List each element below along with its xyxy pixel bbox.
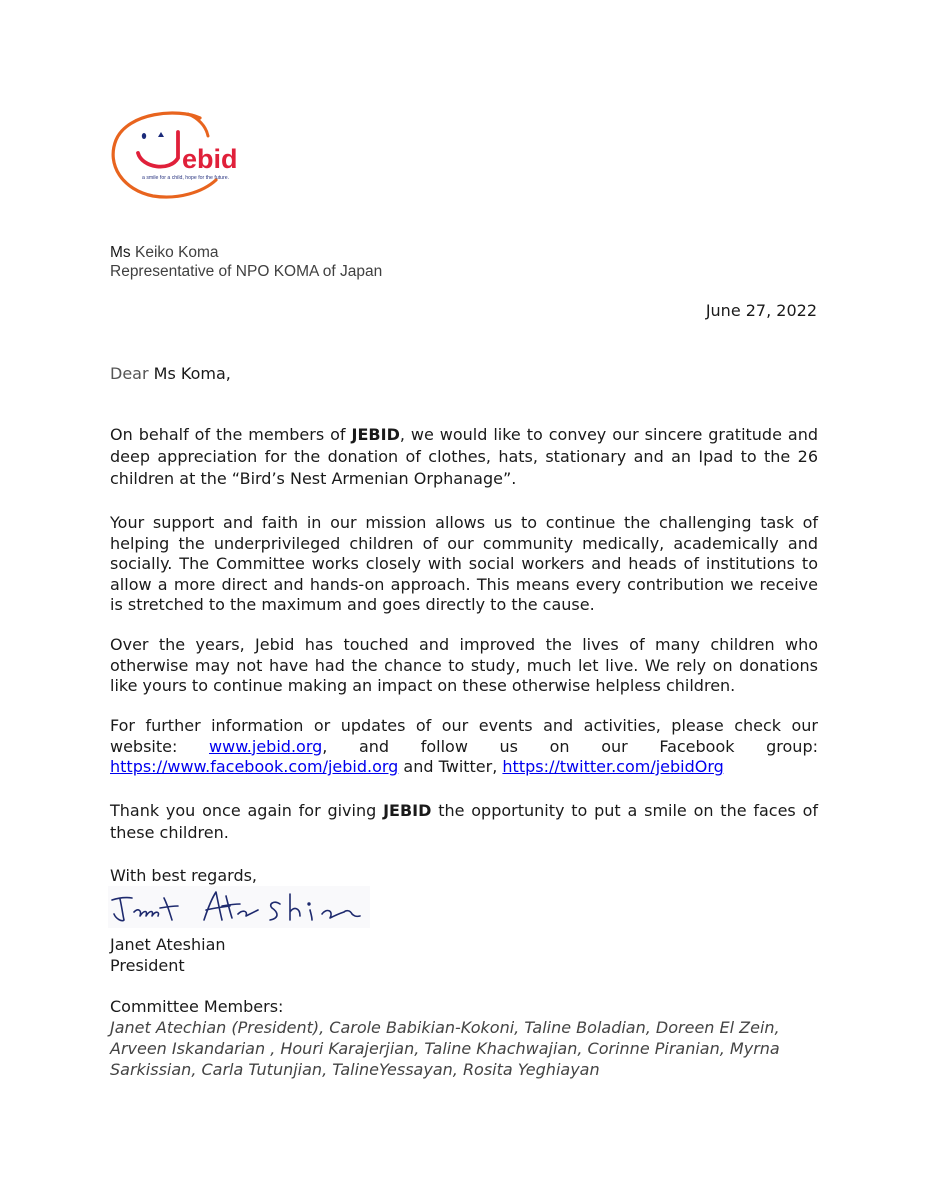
greeting	[110, 364, 231, 384]
p5-org-name: JEBID	[383, 801, 432, 820]
paragraph-thanks	[110, 800, 818, 844]
greeting-dear: Dear	[110, 364, 149, 383]
p1-org-name: JEBID	[351, 425, 400, 444]
committee-heading: Committee Members:	[110, 997, 284, 1016]
twitter-link[interactable]: https://twitter.com/jebidOrg	[502, 757, 724, 776]
jebid-logo	[108, 110, 268, 200]
committee-members: Janet Atechian (President), Carole Babikian-Kokoni, Taline Boladian, Doreen El Zein, Arveen Iskandarian , Houri Karajerjian, Taline Khachwajian, Corinne Piranian, Myrna Sarkissian, Carla Tutunjian, TalineYessayan, Rosita Yeghiayan	[110, 1018, 780, 1079]
closing-regards: With best regards,	[110, 866, 258, 885]
p1-text-after: , we would like to convey our sincere gratitude and deep appreciation for the donation of clothes, hats, stationary and an Ipad to the 26 children at the “Bird’s Nest Armenian Orphanage”.	[110, 425, 818, 488]
website-link[interactable]: www.jebid.org	[209, 736, 323, 756]
p5-text-before: Thank you once again for giving	[110, 801, 384, 820]
signature-image	[108, 886, 370, 928]
recipient-name-line	[110, 243, 382, 262]
p4-and-twitter: and Twitter,	[398, 757, 503, 776]
paragraph-gratitude	[110, 424, 818, 490]
svg-text:ebid: ebid	[182, 144, 238, 174]
p5-text-after: the opportunity to put a smile on the faces of these children.	[110, 801, 818, 842]
recipient-block	[110, 243, 382, 281]
signer-title: President	[110, 956, 185, 975]
paragraph-impact: Over the years, Jebid has touched and improved the lives of many children who otherwise may not have had the chance to study, much let live. We rely on donations like yours to continue making an impact on these otherwise helpless children.	[110, 635, 818, 695]
recipient-prefix: Ms	[110, 244, 131, 261]
p4-intro: For further information or updates of our events and activities, please check our website:	[110, 716, 818, 756]
letter-date: June 27, 2022	[705, 301, 817, 320]
signer-block	[110, 934, 226, 976]
handwritten-signature-icon	[108, 886, 370, 928]
paragraph-mission: Your support and faith in our mission allows us to continue the challenging task of helping the underprivileged children of our community medically, academically and socially. The Committee works closely with social workers and heads of institutions to allow a more direct and hands-on approach. This means every contribution we receive is stretched to the maximum and goes directly to the cause.	[110, 513, 818, 614]
p4-middle: , and follow us on our Facebook group:	[322, 736, 818, 756]
signer-name: Janet Ateshian	[110, 935, 226, 954]
smiley-logo-icon	[108, 110, 268, 200]
p1-text-before: On behalf of the members of	[110, 425, 352, 444]
committee-block	[110, 996, 830, 1080]
paragraph-contact	[110, 716, 818, 778]
recipient-name: Keiko Koma	[134, 244, 219, 261]
recipient-title: Representative of NPO KOMA of Japan	[110, 263, 383, 280]
facebook-link[interactable]: https://www.facebook.com/jebid.org	[110, 757, 399, 776]
svg-text:a smile for a child, hope for: a smile for a child, hope for the future.	[142, 175, 230, 181]
greeting-name: Ms Koma,	[153, 364, 231, 383]
